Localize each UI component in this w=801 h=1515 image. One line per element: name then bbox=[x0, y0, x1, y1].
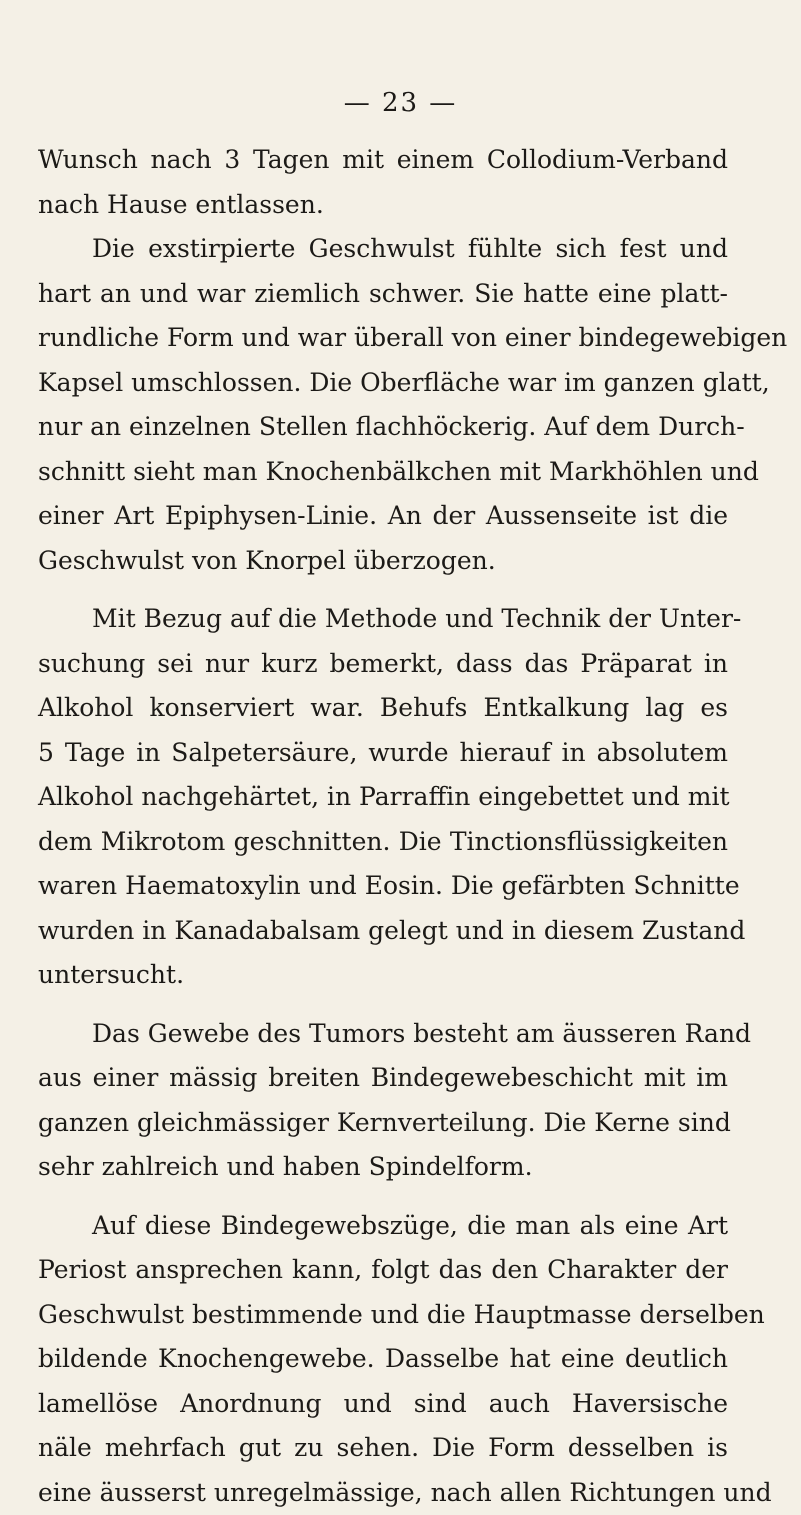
text-line: Das Gewebe des Tumors besteht am äusseren Rand bbox=[38, 1012, 728, 1057]
text-line: lamellöse Anordnung und sind auch Haversische bbox=[38, 1382, 728, 1427]
text-line: aus einer mässig breiten Bindegewebeschicht mit im bbox=[38, 1056, 728, 1101]
text-line: Alkohol konserviert war. Behufs Entkalkung lag es bbox=[38, 686, 728, 731]
text-line: bildende Knochengewebe. Dasselbe hat eine deutlich bbox=[38, 1337, 728, 1382]
text-line: dem Mikrotom geschnitten. Die Tinctionsflüssigkeiten bbox=[38, 820, 728, 865]
text-line: näle mehrfach gut zu sehen. Die Form desselben is bbox=[38, 1426, 728, 1471]
text-line: nach Hause entlassen. bbox=[38, 183, 728, 228]
text-line: waren Haematoxylin und Eosin. Die gefärbten Schnitte bbox=[38, 864, 728, 909]
paragraph bbox=[38, 1012, 728, 1190]
text-line: ganzen gleichmässiger Kernverteilung. Die Kerne sind bbox=[38, 1101, 728, 1146]
text-line: rundliche Form und war überall von einer bindegewebigen bbox=[38, 316, 728, 361]
text-line: hart an und war ziemlich schwer. Sie hatte eine platt- bbox=[38, 272, 728, 317]
text-line: eine äusserst unregelmässige, nach allen Richtungen und bbox=[38, 1471, 728, 1515]
paragraph bbox=[38, 138, 728, 227]
body-text bbox=[38, 138, 728, 1515]
text-line: Wunsch nach 3 Tagen mit einem Collodium-Verband bbox=[38, 138, 728, 183]
text-line: sehr zahlreich und haben Spindelform. bbox=[38, 1145, 728, 1190]
text-line: schnitt sieht man Knochenbälkchen mit Markhöhlen und bbox=[38, 450, 728, 495]
text-line: Geschwulst von Knorpel überzogen. bbox=[38, 539, 728, 584]
text-line: suchung sei nur kurz bemerkt, dass das Präparat in bbox=[38, 642, 728, 687]
text-line: einer Art Epiphysen-Linie. An der Aussenseite ist die bbox=[38, 494, 728, 539]
text-line: Die exstirpierte Geschwulst fühlte sich fest und bbox=[38, 227, 728, 272]
text-line: 5 Tage in Salpetersäure, wurde hierauf in absolutem bbox=[38, 731, 728, 776]
paragraph bbox=[38, 1204, 728, 1515]
text-line: Geschwulst bestimmende und die Hauptmasse derselben bbox=[38, 1293, 728, 1338]
paragraph bbox=[38, 227, 728, 583]
text-line: untersucht. bbox=[38, 953, 728, 998]
text-line: wurden in Kanadabalsam gelegt und in diesem Zustand bbox=[38, 909, 728, 954]
text-line: Periost ansprechen kann, folgt das den Charakter der bbox=[38, 1248, 728, 1293]
text-line: Mit Bezug auf die Methode und Technik der Unter- bbox=[38, 597, 728, 642]
page-number: — 23 — bbox=[0, 88, 801, 118]
paragraph bbox=[38, 597, 728, 998]
text-line: Alkohol nachgehärtet, in Parraffin eingebettet und mit bbox=[38, 775, 728, 820]
text-line: Auf diese Bindegewebszüge, die man als eine Art bbox=[38, 1204, 728, 1249]
text-line: nur an einzelnen Stellen flachhöckerig. Auf dem Durch- bbox=[38, 405, 728, 450]
text-line: Kapsel umschlossen. Die Oberfläche war im ganzen glatt, bbox=[38, 361, 728, 406]
